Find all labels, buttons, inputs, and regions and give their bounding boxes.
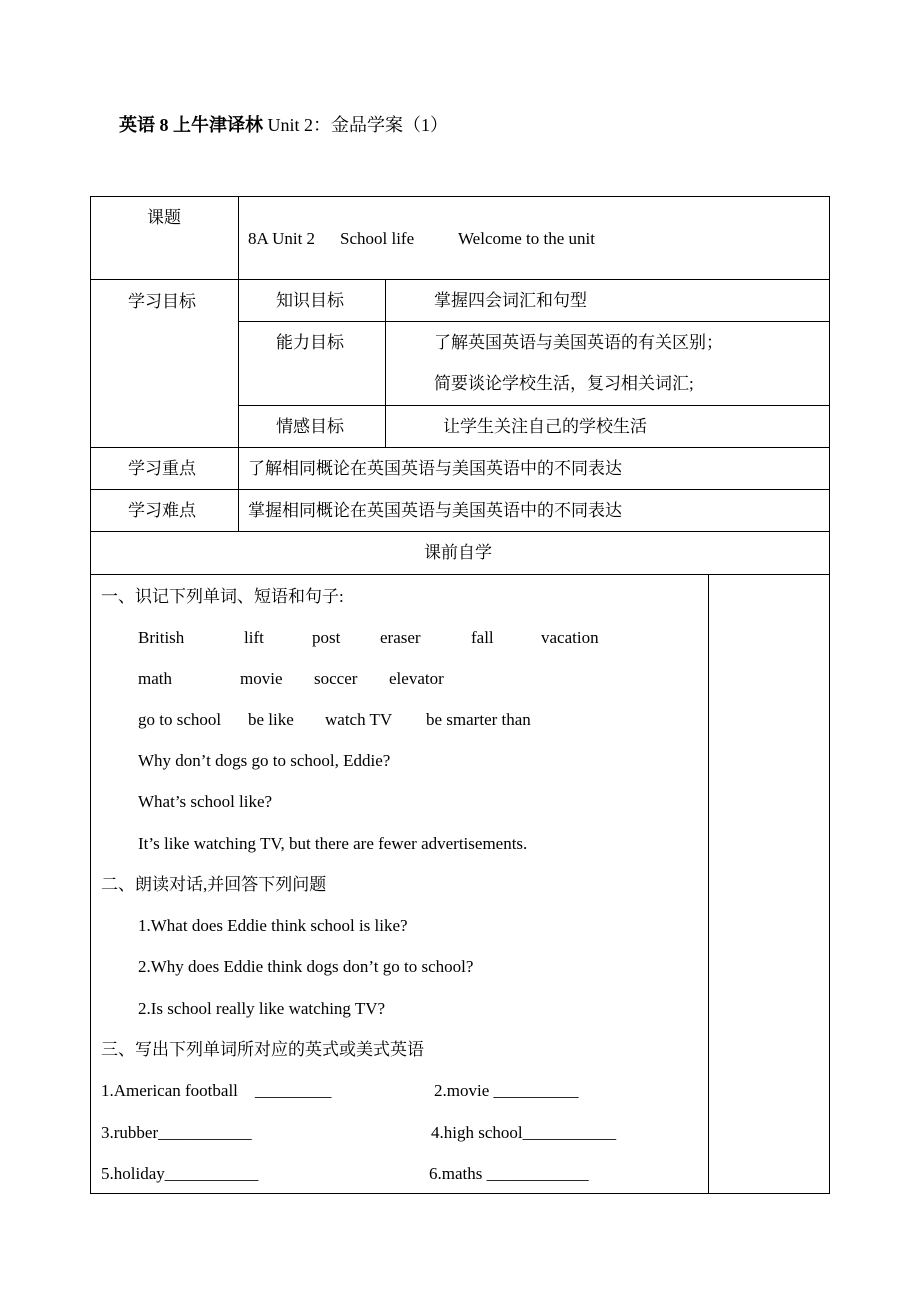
- row-divider: [90, 279, 830, 280]
- topic-school-life: School life: [340, 229, 415, 248]
- fill-in-item: 4.high school___________: [431, 1123, 617, 1142]
- question: 2.Is school really like watching TV?: [138, 999, 386, 1018]
- topic-section: Welcome to the unit: [458, 229, 595, 248]
- vocab-word: eraser: [380, 628, 421, 647]
- vocab-word: post: [312, 628, 341, 647]
- row-divider: [90, 447, 830, 448]
- vocab-word: lift: [244, 628, 264, 647]
- row-divider: [238, 321, 830, 322]
- ability-goal-line-1: 了解英国英语与美国英语的有关区别；: [434, 333, 723, 352]
- fill-in-item: 6.maths ____________: [429, 1164, 589, 1183]
- part3-heading: 三、写出下列单词所对应的英式或美式英语: [101, 1040, 424, 1059]
- ability-goal-label: 能力目标: [276, 333, 344, 352]
- key-point-text: 了解相同概论在英国英语与美国英语中的不同表达: [248, 459, 622, 478]
- preview-header: 课前自学: [424, 543, 492, 562]
- vocab-phrase: be smarter than: [426, 710, 531, 729]
- key-point-label: 学习重点: [128, 459, 196, 478]
- title-bold-part: 英语 8 上牛津译林: [119, 115, 263, 135]
- knowledge-goal-label: 知识目标: [276, 291, 344, 310]
- vocab-phrase: go to school: [138, 710, 222, 729]
- fill-in-item: 3.rubber___________: [101, 1123, 252, 1142]
- part2-heading: 二、朗读对话,并回答下列问题: [101, 875, 327, 894]
- row-divider: [90, 531, 830, 532]
- fill-in-item: 1.American football _________: [101, 1081, 332, 1100]
- vocab-word: vacation: [541, 628, 599, 647]
- vocab-word: math: [138, 669, 172, 688]
- row-divider: [238, 405, 830, 406]
- vocab-phrase: be like: [248, 710, 294, 729]
- row-divider: [90, 489, 830, 490]
- vocab-word: movie: [240, 669, 283, 688]
- vocab-word: soccer: [314, 669, 358, 688]
- vocab-sentence: It’s like watching TV, but there are fewer advertisements.: [138, 834, 528, 853]
- vocab-sentence: What’s school like?: [138, 792, 273, 811]
- column-divider: [385, 279, 386, 448]
- column-divider: [708, 574, 709, 1194]
- row-divider: [90, 574, 830, 575]
- vocab-phrase: watch TV: [325, 710, 393, 729]
- document-title: [119, 111, 448, 137]
- vocab-word: elevator: [389, 669, 444, 688]
- column-divider: [238, 196, 239, 532]
- emotion-goal-text: 让学生关注自己的学校生活: [443, 417, 647, 436]
- topic-unit: 8A Unit 2: [248, 229, 316, 248]
- vocab-sentence: Why don’t dogs go to school, Eddie?: [138, 751, 391, 770]
- fill-in-item: 5.holiday___________: [101, 1164, 259, 1183]
- part1-heading: 一、识记下列单词、短语和句子:: [101, 587, 344, 606]
- objectives-label: 学习目标: [128, 292, 196, 311]
- knowledge-goal-text: 掌握四会词汇和句型: [434, 291, 587, 310]
- title-normal-part: Unit 2：金品学案（1）: [263, 115, 449, 135]
- question: 2.Why does Eddie think dogs don’t go to school?: [138, 957, 474, 976]
- topic-label: 课题: [147, 208, 181, 227]
- ability-goal-line-2: 简要谈论学校生活，复习相关词汇;: [434, 374, 694, 393]
- emotion-goal-label: 情感目标: [276, 417, 344, 436]
- difficulty-label: 学习难点: [128, 501, 196, 520]
- question: 1.What does Eddie think school is like?: [138, 916, 408, 935]
- difficulty-text: 掌握相同概论在英国英语与美国英语中的不同表达: [248, 501, 622, 520]
- vocab-word: British: [138, 628, 185, 647]
- fill-in-item: 2.movie __________: [434, 1081, 579, 1100]
- vocab-word: fall: [471, 628, 494, 647]
